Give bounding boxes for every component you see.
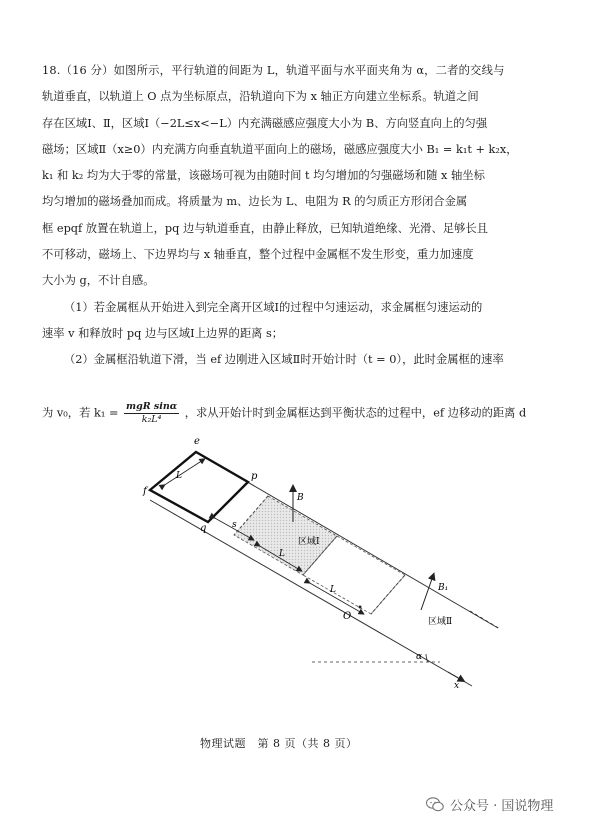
watermark-text: 公众号 · 国说物理 bbox=[450, 799, 554, 814]
sub2-prefix: 为 v₀，若 k₁ = bbox=[42, 406, 119, 420]
label-L-frame: L bbox=[176, 471, 182, 481]
label-p: p bbox=[251, 471, 258, 482]
x-axis-arrow bbox=[448, 672, 462, 680]
label-B1: B₁ bbox=[438, 583, 449, 593]
label-x: x bbox=[454, 681, 460, 691]
k1-numerator: mgR sinα bbox=[126, 401, 178, 412]
origin-point bbox=[359, 606, 362, 609]
label-B: B bbox=[297, 493, 304, 503]
wechat-icon bbox=[426, 797, 444, 812]
label-e: e bbox=[194, 436, 200, 447]
problem-line: 框 epqf 放置在轨道上，pq 边与轨道垂直，由静止释放，已知轨道绝缘、光滑、足够长且 bbox=[42, 221, 488, 235]
wechat-watermark bbox=[426, 795, 553, 814]
page-footer: 物理试题 第 8 页（共 8 页） bbox=[200, 737, 358, 750]
problem-line: 18.（16 分）如图所示，平行轨道的间距为 L，轨道平面与水平面夹角为 α，二者的交线与 bbox=[42, 64, 505, 77]
label-f: f bbox=[143, 486, 147, 497]
label-region-2: 区域Ⅱ bbox=[428, 617, 453, 627]
subquestion-1-cont: 速率 v 和释放时 pq 边与区域Ⅰ上边界的距离 s； bbox=[42, 326, 284, 340]
subquestion-2: （2）金属框沿轨道下滑，当 ef 边刚进入区域Ⅱ时开始计时（t = 0），此时金属框的速率 bbox=[64, 353, 504, 367]
subquestion-1: （1）若金属框从开始进入到完全离开区域Ⅰ的过程中匀速运动，求金属框匀速运动的 bbox=[64, 300, 483, 314]
k1-denominator: k₂L⁴ bbox=[141, 414, 162, 425]
label-O: O bbox=[343, 611, 352, 622]
label-q: q bbox=[200, 523, 207, 534]
problem-line: 磁场；区域Ⅱ（x≥0）内充满方向垂直轨道平面向上的磁场，磁感应强度大小 B₁ = k₁t + k₂x， bbox=[42, 142, 518, 156]
problem-line: 均匀增加的磁场叠加而成。将质量为 m、边长为 L、电阻为 R 的匀质正方形闭合金属 bbox=[42, 195, 468, 209]
region-1-shade bbox=[234, 496, 337, 575]
label-L-gap: L bbox=[330, 585, 336, 595]
alpha-arc bbox=[426, 654, 428, 662]
problem-line: 轨道垂直，以轨道上 O 点为坐标原点，沿轨道向下为 x 轴正方向建立坐标系。轨道之间 bbox=[42, 90, 479, 104]
problem-line: k₁ 和 k₂ 均为大于零的常量，该磁场可视为由随时间 t 均匀增加的匀强磁场和随 x 轴坐标 bbox=[42, 169, 485, 183]
label-alpha: α bbox=[416, 652, 423, 662]
label-L-region: L bbox=[279, 549, 285, 559]
label-region-1: 区域Ⅰ bbox=[298, 537, 320, 547]
b1-field-arrow bbox=[421, 576, 433, 610]
sub2-suffix: ，求从开始计时到金属框达到平衡状态的过程中，ef 边移动的距离 d bbox=[184, 406, 527, 420]
label-s: s bbox=[232, 520, 237, 530]
problem-line: 大小为 g，不计自感。 bbox=[42, 274, 155, 288]
problem-line: 存在区域Ⅰ、Ⅱ，区域Ⅰ（−2L≤x<−L）内充满磁感应强度大小为 B、方向竖直向上的匀强 bbox=[42, 116, 488, 130]
problem-line: 不可移动，磁场上、下边界均与 x 轴垂直，整个过程中金属框不发生形变，重力加速度 bbox=[42, 248, 474, 262]
